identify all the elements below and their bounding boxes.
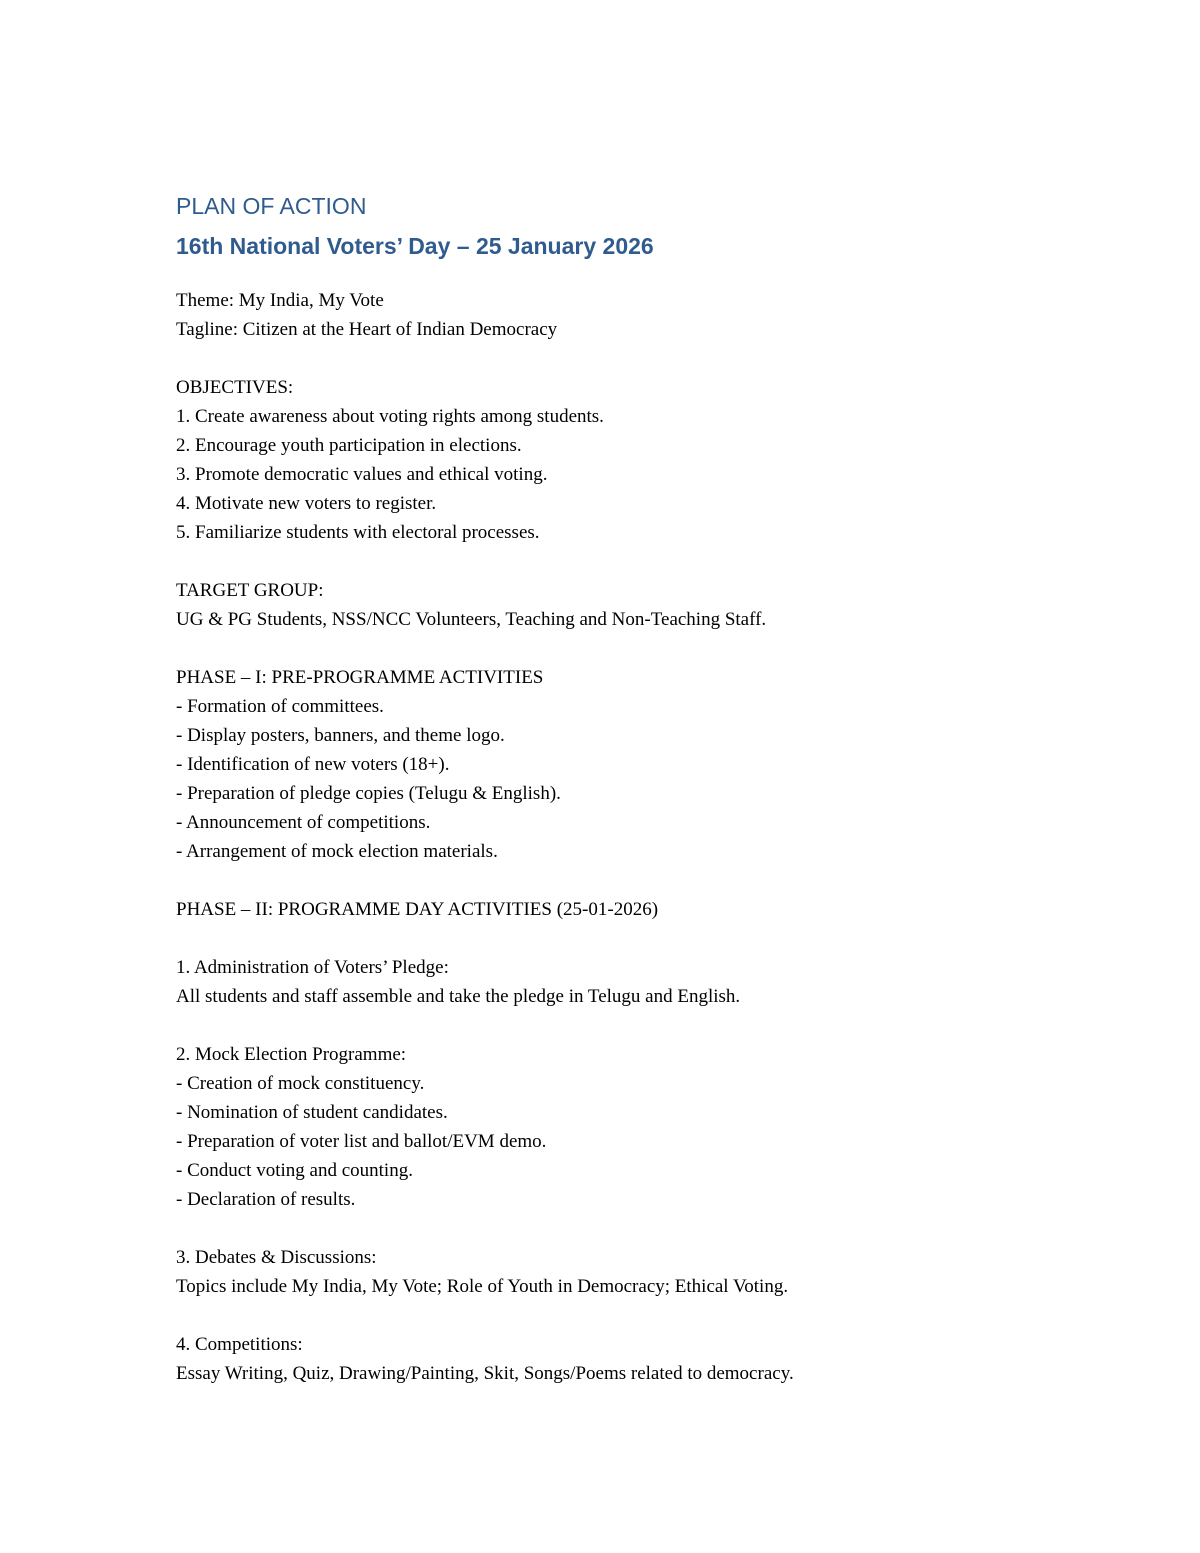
document-title: PLAN OF ACTION (176, 193, 367, 219)
mock-election-heading: 2. Mock Election Programme: (176, 1044, 407, 1065)
mock-election-item: - Declaration of results. (176, 1189, 356, 1210)
objective-item: 4. Motivate new voters to register. (176, 493, 437, 514)
pledge-text: All students and staff assemble and take the pledge in Telugu and English. (176, 986, 741, 1007)
phase1-item: - Preparation of pledge copies (Telugu & English). (176, 783, 561, 804)
competitions-text: Essay Writing, Quiz, Drawing/Painting, Skit, Songs/Poems related to democracy. (176, 1363, 794, 1384)
objectives-heading: OBJECTIVES: (176, 377, 294, 398)
phase1-item: - Identification of new voters (18+). (176, 754, 450, 775)
phase1-item: - Display posters, banners, and theme logo. (176, 725, 505, 746)
document-page (176, 192, 1136, 1388)
mock-election-item: - Creation of mock constituency. (176, 1073, 425, 1094)
competitions-heading: 4. Competitions: (176, 1334, 303, 1355)
target-group-text: UG & PG Students, NSS/NCC Volunteers, Teaching and Non-Teaching Staff. (176, 609, 767, 630)
objective-item: 1. Create awareness about voting rights among students. (176, 406, 604, 427)
objective-item: 2. Encourage youth participation in elections. (176, 435, 522, 456)
phase1-item: - Formation of committees. (176, 696, 384, 717)
mock-election-item: - Preparation of voter list and ballot/EVM demo. (176, 1131, 547, 1152)
theme-line: Theme: My India, My Vote (176, 290, 384, 311)
mock-election-item: - Nomination of student candidates. (176, 1102, 448, 1123)
debates-heading: 3. Debates & Discussions: (176, 1247, 377, 1268)
objective-item: 3. Promote democratic values and ethical voting. (176, 464, 548, 485)
phase1-heading: PHASE – I: PRE-PROGRAMME ACTIVITIES (176, 667, 544, 688)
document-subtitle: 16th National Voters’ Day – 25 January 2026 (176, 233, 654, 259)
mock-election-item: - Conduct voting and counting. (176, 1160, 413, 1181)
objective-item: 5. Familiarize students with electoral processes. (176, 522, 540, 543)
debates-text: Topics include My India, My Vote; Role of Youth in Democracy; Ethical Voting. (176, 1276, 789, 1297)
phase2-heading: PHASE – II: PROGRAMME DAY ACTIVITIES (25-01-2026) (176, 899, 659, 920)
tagline-line: Tagline: Citizen at the Heart of Indian Democracy (176, 319, 558, 340)
pledge-heading: 1. Administration of Voters’ Pledge: (176, 957, 449, 978)
phase1-item: - Announcement of competitions. (176, 812, 431, 833)
phase1-item: - Arrangement of mock election materials. (176, 841, 498, 862)
target-group-heading: TARGET GROUP: (176, 580, 324, 601)
